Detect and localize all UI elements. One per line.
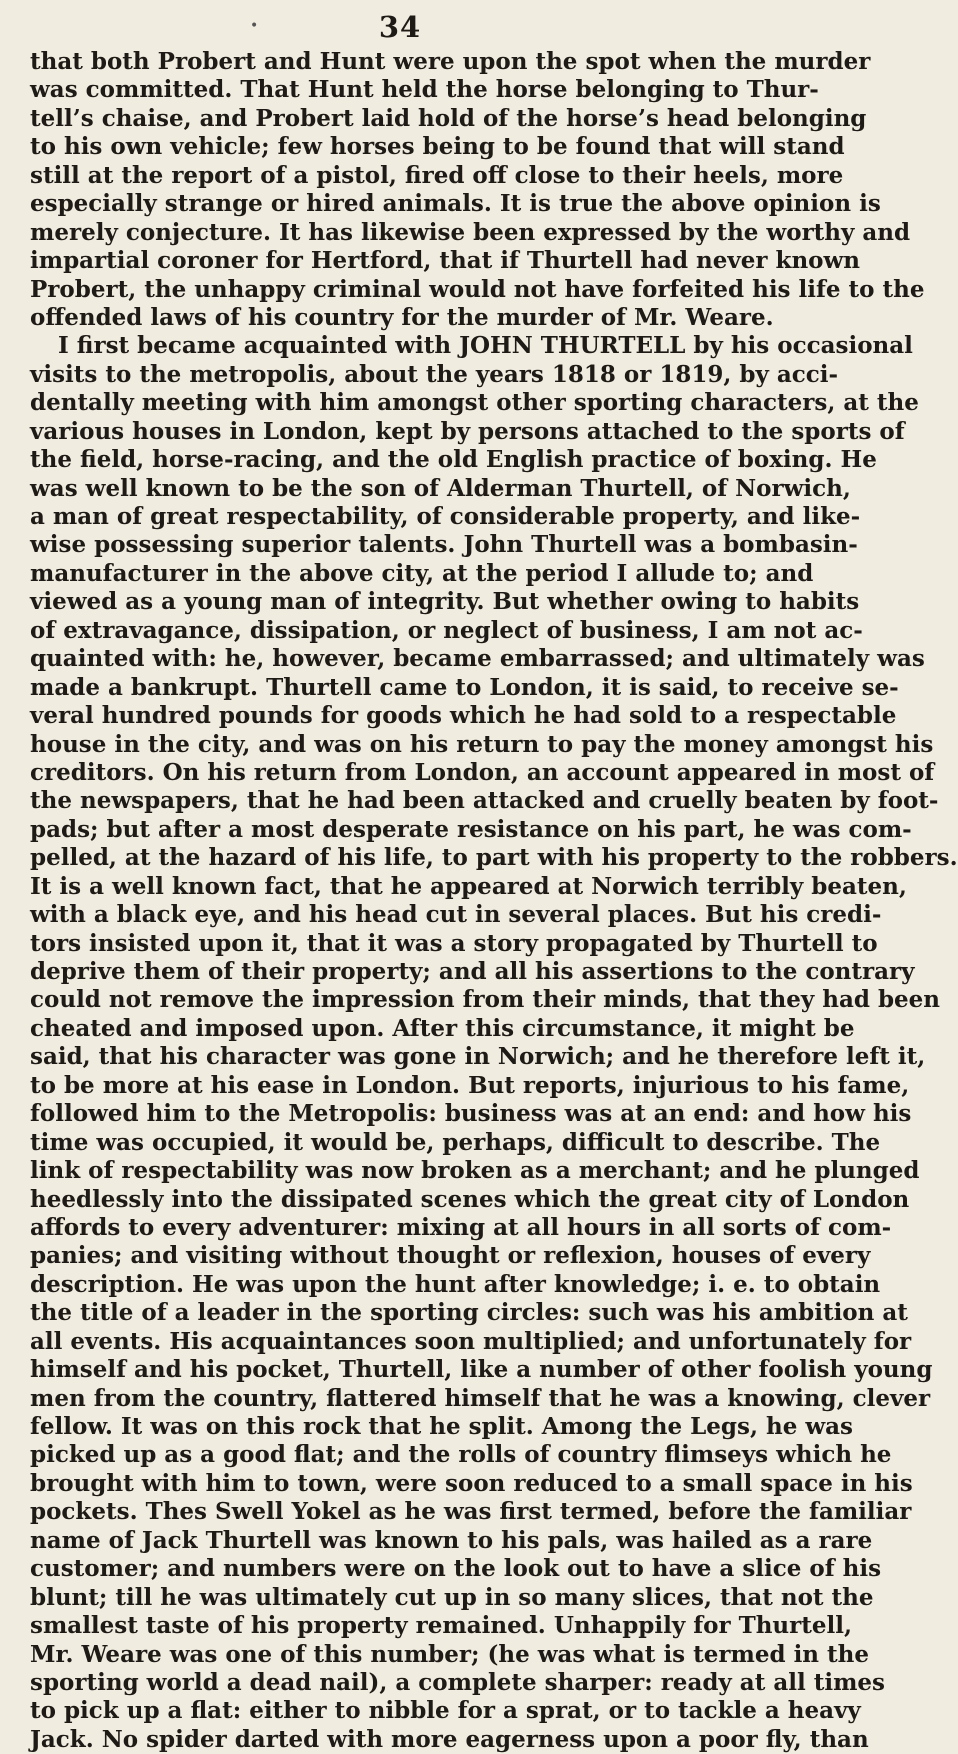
text-line: men from the country, flattered himself that he was a knowing, clever	[30, 1384, 931, 1412]
text-line: Mr. Weare was one of this number; (he was what is termed in the	[30, 1640, 870, 1668]
text-line: the newspapers, that he had been attacked and cruelly beaten by foot-	[30, 787, 939, 815]
text-line: visits to the metropolis, about the years 1818 or 1819, by acci-	[30, 360, 839, 388]
text-line: especially strange or hired animals. It is true the above opinion is	[30, 190, 881, 218]
text-line: Jack. No spider darted with more eagerness upon a poor fly, than	[30, 1725, 869, 1753]
text-line: picked up as a good flat; and the rolls of country flimseys which he	[30, 1441, 892, 1469]
text-line: manufacturer in the above city, at the period I allude to; and	[30, 559, 814, 587]
page-header	[0, 0, 800, 48]
page-number: 34	[378, 10, 422, 44]
body-text	[30, 48, 958, 1754]
text-line: quainted with: he, however, became embarrassed; and ultimately was	[30, 645, 925, 673]
text-line: the title of a leader in the sporting circles: such was his ambition at	[30, 1299, 908, 1327]
text-line: merely conjecture. It has likewise been expressed by the worthy and	[30, 218, 911, 246]
text-line: brought with him to town, were soon reduced to a small space in his	[30, 1469, 913, 1497]
text-line: to pick up a flat: either to nibble for a sprat, or to tackle a heavy	[30, 1697, 861, 1725]
text-line: pockets. Thes Swell Yokel as he was first termed, before the familiar	[30, 1498, 912, 1526]
text-line: pads; but after a most desperate resistance on his part, he was com-	[30, 815, 912, 843]
text-line: It is a well known fact, that he appeared at Norwich terribly beaten,	[30, 872, 907, 900]
text-line: wise possessing superior talents. John Thurtell was a bombasin-	[30, 531, 858, 559]
text-line: still at the report of a pistol, fired off close to their heels, more	[30, 161, 844, 189]
text-line: all events. His acquaintances soon multiplied; and unfortunately for	[30, 1327, 912, 1355]
text-line: of extravagance, dissipation, or neglect of business, I am not ac-	[30, 616, 863, 644]
text-line: blunt; till he was ultimately cut up in so many slices, that not the	[30, 1583, 874, 1611]
text-line: smallest taste of his property remained. Unhappily for Thurtell,	[30, 1612, 853, 1640]
printer-mark: •	[250, 18, 259, 34]
text-line: made a bankrupt. Thurtell came to London, it is said, to receive se-	[30, 673, 899, 701]
text-line: veral hundred pounds for goods which he had sold to a respectable	[30, 702, 897, 730]
text-line: pelled, at the hazard of his life, to part with his property to the robbers.	[30, 844, 958, 872]
text-line: viewed as a young man of integrity. But whether owing to habits	[30, 588, 860, 616]
text-line: sporting world a dead nail), a complete sharper: ready at all times	[30, 1668, 885, 1696]
text-line: tell’s chaise, and Probert laid hold of the horse’s head belonging	[30, 104, 867, 132]
text-line: followed him to the Metropolis: business was at an end: and how his	[30, 1100, 912, 1128]
text-line: said, that his character was gone in Norwich; and he therefore left it,	[30, 1043, 926, 1071]
text-line: affords to every adventurer: mixing at all hours in all sorts of com-	[30, 1213, 892, 1241]
text-line: Probert, the unhappy criminal would not have forfeited his life to the	[30, 275, 925, 303]
text-line: dentally meeting with him amongst other sporting characters, at the	[30, 389, 919, 417]
text-line: was well known to be the son of Alderman Thurtell, of Norwich,	[30, 474, 851, 502]
text-line: himself and his pocket, Thurtell, like a number of other foolish young	[30, 1356, 933, 1384]
text-line: link of respectability was now broken as a merchant; and he plunged	[30, 1157, 920, 1185]
text-line: heedlessly into the dissipated scenes which the great city of London	[30, 1185, 910, 1213]
text-line: that both Probert and Hunt were upon the spot when the murder	[30, 48, 871, 75]
text-line: I first became acquainted with JOHN THURTELL by his occasional	[58, 332, 913, 360]
text-line: description. He was upon the hunt after knowledge; i. e. to obtain	[30, 1270, 881, 1298]
text-line: time was occupied, it would be, perhaps, difficult to describe. The	[30, 1128, 881, 1156]
text-line: deprive them of their property; and all his assertions to the contrary	[30, 958, 915, 985]
text-line: with a black eye, and his head cut in several places. But his credi-	[30, 901, 882, 929]
text-line: could not remove the impression from their minds, that they had been	[30, 986, 941, 1014]
text-line: impartial coroner for Hertford, that if Thurtell had never known	[30, 247, 861, 275]
text-line: name of Jack Thurtell was known to his pals, was hailed as a rare	[30, 1526, 873, 1554]
text-line: the field, horse-racing, and the old English practice of boxing. He	[30, 446, 877, 474]
text-line: creditors. On his return from London, an account appeared in most of	[30, 758, 935, 786]
text-line: various houses in London, kept by persons attached to the sports of	[30, 417, 905, 445]
text-line: to his own vehicle; few horses being to be found that will stand	[30, 133, 845, 161]
text-line: customer; and numbers were on the look out to have a slice of his	[30, 1555, 882, 1583]
text-line: tors insisted upon it, that it was a story propagated by Thurtell to	[30, 929, 878, 957]
text-line: a man of great respectability, of considerable property, and like-	[30, 503, 861, 530]
text-line: fellow. It was on this rock that he split. Among the Legs, he was	[30, 1413, 853, 1440]
text-line: offended laws of his country for the murder of Mr. Weare.	[30, 303, 774, 331]
text-line: was committed. That Hunt held the horse belonging to Thur-	[30, 76, 819, 104]
text-line: house in the city, and was on his return to pay the money amongst his	[30, 730, 934, 758]
text-line: to be more at his ease in London. But reports, injurious to his fame,	[30, 1071, 910, 1099]
text-line: cheated and imposed upon. After this circumstance, it might be	[30, 1014, 855, 1042]
text-line: panies; and visiting without thought or reflexion, houses of every	[30, 1242, 871, 1270]
